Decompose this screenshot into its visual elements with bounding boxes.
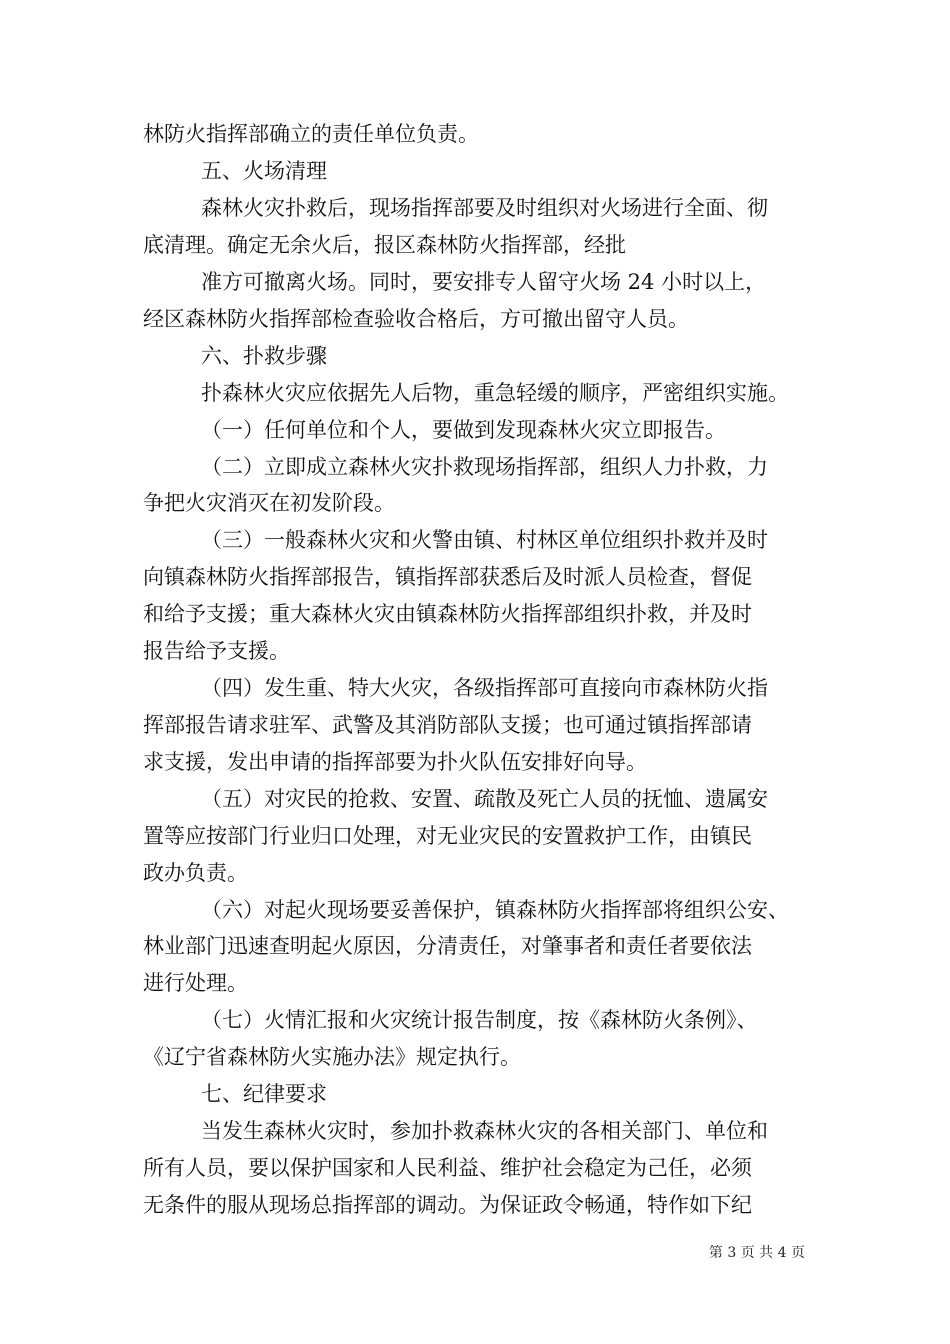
body-text-line: 和给予支援；重大森林火灾由镇森林防火指挥部组织扑救，并及时 [143, 602, 752, 626]
body-text-line: 政办负责。 [143, 861, 248, 885]
body-text-line: 森林火灾扑救后，现场指挥部要及时组织对火场进行全面、彻 [201, 196, 768, 220]
list-item-line: （六）对起火现场要妥善保护，镇森林防火指挥部将组织公安、 [201, 898, 789, 922]
list-item-line: （七）火情汇报和火灾统计报告制度，按《森林防火条例》、 [201, 1008, 758, 1032]
body-text-line: 林业部门迅速查明起火原因，分清责任，对肇事者和责任者要依法 [143, 934, 752, 958]
body-text-line: 准方可撤离火场。同时，要安排专人留守火场 24 小时以上， [201, 270, 767, 294]
body-text-line: 进行处理。 [143, 971, 248, 995]
body-text-line: 置等应按部门行业归口处理，对无业灾民的安置救护工作，由镇民 [143, 824, 752, 848]
list-item-line: （五）对灾民的抢救、安置、疏散及死亡人员的抚恤、遗属安 [201, 787, 768, 811]
body-text-line: 挥部报告请求驻军、武警及其消防部队支援；也可通过镇指挥部请 [143, 713, 752, 737]
body-text-line: 扑森林火灾应依据先人后物，重急轻缓的顺序，严密组织实施。 [201, 381, 789, 405]
body-text-line: 《辽宁省森林防火实施办法》规定执行。 [143, 1045, 521, 1069]
body-text-line: 林防火指挥部确立的责任单位负责。 [143, 122, 479, 146]
body-text-line: 经区森林防火指挥部检查验收合格后，方可撤出留守人员。 [143, 307, 689, 331]
section-heading: 七、纪律要求 [201, 1082, 327, 1106]
body-text-line: 求支援，发出申请的指挥部要为扑火队伍安排好向导。 [143, 750, 647, 774]
list-item-line: （二）立即成立森林火灾扑救现场指挥部，组织人力扑救，力 [201, 455, 768, 479]
body-text-line: 向镇森林防火指挥部报告，镇指挥部获悉后及时派人员检查，督促 [143, 565, 752, 589]
body-text-line: 底清理。确定无余火后，报区森林防火指挥部，经批 [143, 233, 626, 257]
list-item-line: （三）一般森林火灾和火警由镇、村林区单位组织扑救并及时 [201, 528, 768, 552]
section-heading: 五、火场清理 [201, 159, 327, 183]
body-text-line: 无条件的服从现场总指挥部的调动。为保证政令畅通，特作如下纪 [143, 1193, 752, 1217]
body-text-line: 争把火灾消灭在初发阶段。 [143, 491, 395, 515]
list-item-line: （一）任何单位和个人，要做到发现森林火灾立即报告。 [201, 418, 726, 442]
list-item-line: （四）发生重、特大火灾，各级指挥部可直接向市森林防火指 [201, 676, 768, 700]
body-text-line: 当发生森林火灾时，参加扑救森林火灾的各相关部门、单位和 [201, 1119, 768, 1143]
section-heading: 六、扑救步骤 [201, 344, 327, 368]
body-text-line: 所有人员，要以保护国家和人民利益、维护社会稳定为己任，必须 [143, 1156, 752, 1180]
page-number-footer: 第 3 页 共 4 页 [708, 1245, 805, 1261]
body-text-line: 报告给予支援。 [143, 639, 290, 663]
